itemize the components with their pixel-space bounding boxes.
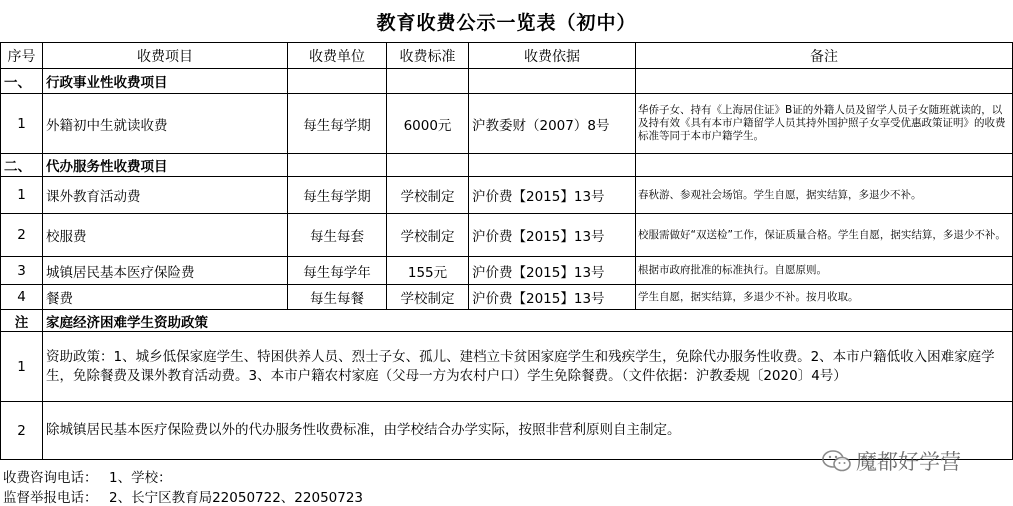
row-index: 1	[1, 94, 43, 154]
note-text: 除城镇居民基本医疗保险费以外的代办服务性收费标准，由学校结合办学实际，按照非营利原则自主制定。	[43, 402, 1013, 460]
row-item: 外籍初中生就读收费	[43, 94, 288, 154]
report-label: 监督举报电话：	[3, 490, 98, 506]
row-unit: 每生每餐	[288, 285, 387, 310]
note-index: 1	[1, 332, 43, 402]
section-row	[1, 69, 1013, 94]
row-item: 课外教育活动费	[43, 177, 288, 214]
table-row	[1, 257, 1013, 285]
report-value: 2、长宁区教育局22050722、22050723	[109, 490, 364, 506]
row-item: 校服费	[43, 214, 288, 257]
row-basis: 沪价费【2015】13号	[469, 177, 636, 214]
row-remark: 华侨子女、持有《上海居住证》B证的外籍人员及留学人员子女随班就读的，以及持有效《具有本市户籍留学人员其持外国护照子女享受优惠政策证明》的收费标准等同于本市户籍学生。	[636, 94, 1013, 154]
row-basis: 沪价费【2015】13号	[469, 214, 636, 257]
section-index: 一、	[1, 69, 43, 94]
watermark	[822, 446, 961, 476]
row-index: 4	[1, 285, 43, 310]
row-unit: 每生每套	[288, 214, 387, 257]
header-remark: 备注	[636, 43, 1013, 69]
consult-label: 收费咨询电话：	[3, 470, 98, 486]
row-standard: 6000元	[387, 94, 469, 154]
row-remark: 根据市政府批准的标准执行。自愿原则。	[636, 257, 1013, 285]
row-unit: 每生每学期	[288, 94, 387, 154]
section-row	[1, 310, 1013, 332]
section-index: 二、	[1, 154, 43, 177]
table-row	[1, 177, 1013, 214]
row-standard: 学校制定	[387, 177, 469, 214]
watermark-text: 魔都好学营	[856, 450, 961, 474]
note-row	[1, 332, 1013, 402]
row-remark: 学生自愿，据实结算，多退少不补。按月收取。	[636, 285, 1013, 310]
row-basis: 沪教委财（2007）8号	[469, 94, 636, 154]
header-item: 收费项目	[43, 43, 288, 69]
section-title: 代办服务性收费项目	[43, 154, 288, 177]
report-line	[3, 486, 363, 506]
row-basis: 沪价费【2015】13号	[469, 257, 636, 285]
row-unit: 每生每学期	[288, 177, 387, 214]
row-index: 2	[1, 214, 43, 257]
header-unit: 收费单位	[288, 43, 387, 69]
note-index: 2	[1, 402, 43, 460]
header-standard: 收费标准	[387, 43, 469, 69]
consult-value: 1、学校：	[109, 470, 172, 486]
table-row	[1, 214, 1013, 257]
row-index: 1	[1, 177, 43, 214]
header-row	[1, 43, 1013, 69]
wechat-icon	[822, 449, 852, 473]
row-standard: 学校制定	[387, 285, 469, 310]
table-row	[1, 285, 1013, 310]
section-row	[1, 154, 1013, 177]
header-index: 序号	[1, 43, 43, 69]
row-remark: 校服需做好“双送检”工作，保证质量合格。学生自愿，据实结算，多退少不补。	[636, 214, 1013, 257]
table-row	[1, 94, 1013, 154]
row-index: 3	[1, 257, 43, 285]
consult-line	[3, 466, 172, 486]
row-basis: 沪价费【2015】13号	[469, 285, 636, 310]
section-title: 家庭经济困难学生资助政策	[43, 310, 1013, 332]
header-basis: 收费依据	[469, 43, 636, 69]
row-unit: 每生每学年	[288, 257, 387, 285]
note-text: 资助政策：1、城乡低保家庭学生、特困供养人员、烈士子女、孤儿、建档立卡贫困家庭学生和残疾学生，免除代办服务性收费。2、本市户籍低收入困难家庭学生，免除餐费及课外教育活动费。3、本市户籍农村家庭（父母一方为农村户口）学生免除餐费。（文件依据：沪教委规〔2020〕4号）	[43, 332, 1013, 402]
fee-table	[0, 42, 1013, 460]
section-index: 注	[1, 310, 43, 332]
page-title: 教育收费公示一览表（初中）	[376, 11, 637, 34]
row-standard: 155元	[387, 257, 469, 285]
row-standard: 学校制定	[387, 214, 469, 257]
row-item: 餐费	[43, 285, 288, 310]
row-remark: 春秋游、参观社会场馆。学生自愿，据实结算，多退少不补。	[636, 177, 1013, 214]
section-title: 行政事业性收费项目	[43, 69, 288, 94]
row-item: 城镇居民基本医疗保险费	[43, 257, 288, 285]
